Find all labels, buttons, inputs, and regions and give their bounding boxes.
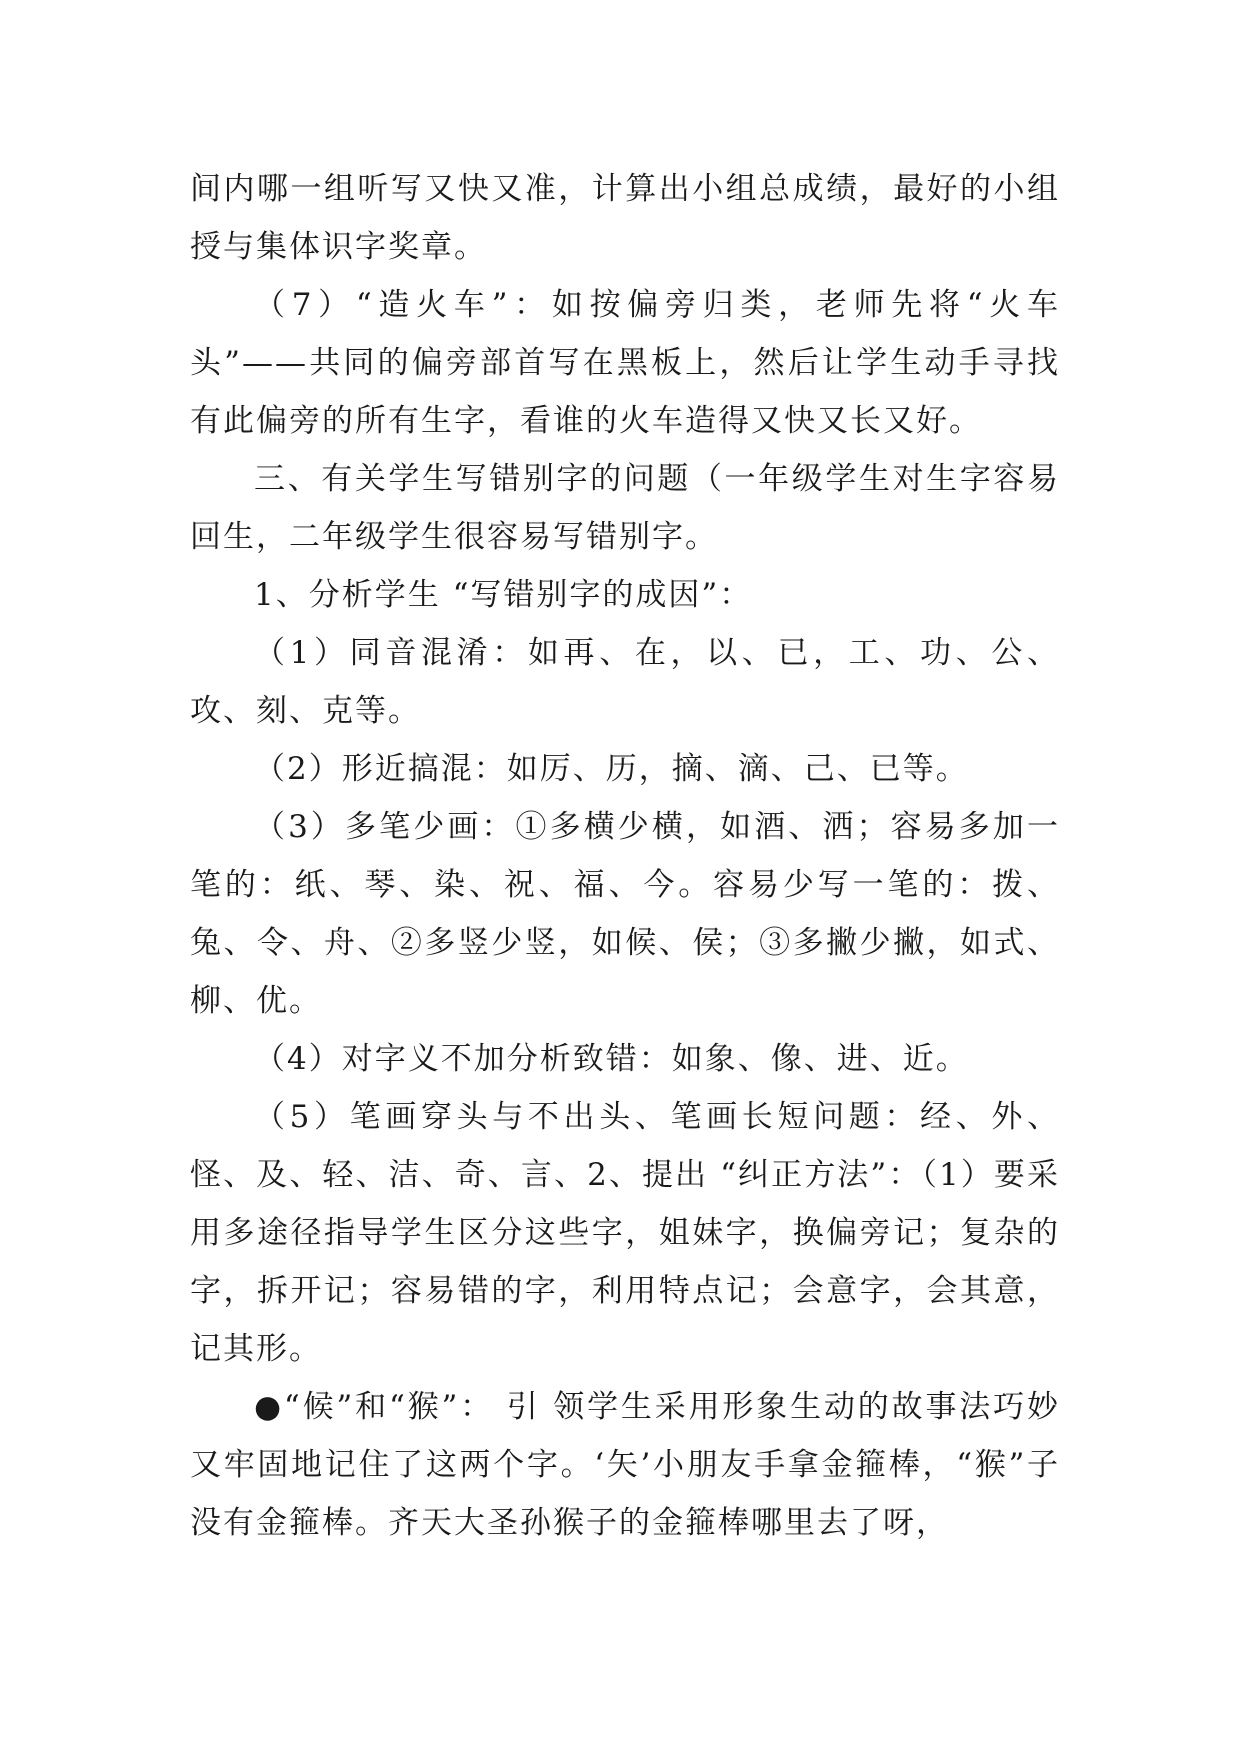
paragraph-stroke-problems-and-methods: （5）笔画穿头与不出头、笔画长短问题：经、外、怪、及、轻、洁、奇、言、2、提出 “纠正方法”：（1）要采用多途径指导学生区分这些字，姐妹字，换偏旁记；复杂的字，拆开记；容易错的字，利用特点记；会意字，会其意，记其形。	[190, 1099, 1060, 1367]
paragraph-continuation: 间内哪一组听写又快又准，计算出小组总成绩，最好的小组授与集体识字奖章。	[190, 171, 1060, 265]
paragraph-monkey-story: ●“候”和“猴”： 引 领学生采用形象生动的故事法巧妙又牢固地记住了这两个字。‘矢’小朋友手拿金箍棒，“猴”子没有金箍棒。齐天大圣孙猴子的金箍棒哪里去了呀，	[190, 1389, 1060, 1541]
paragraph-homophone-confusion: （1）同音混淆：如再、在，以、已，工、功、公、攻、刻、克等。	[190, 635, 1060, 729]
section-heading-wrong-characters: 三、有关学生写错别字的问题（一年级学生对生字容易回生，二年级学生很容易写错别字。	[190, 461, 1060, 555]
subheading-analyze-causes: 1、分析学生 “写错别字的成因”：	[254, 577, 753, 613]
paragraph-extra-missing-strokes: （3）多笔少画：①多横少横，如酒、洒；容易多加一笔的：纸、琴、染、祝、福、今。容易少写一笔的：拨、兔、令、舟、②多竖少竖，如候、侯；③多撇少撇，如式、柳、优。	[190, 809, 1060, 1019]
document-body	[190, 160, 1060, 1552]
paragraph-meaning-errors: （4）对字义不加分析致错：如象、像、进、近。	[254, 1041, 969, 1077]
paragraph-build-train: （7）“造火车”：如按偏旁归类，老师先将“火车头”——共同的偏旁部首写在黑板上，然后让学生动手寻找有此偏旁的所有生字，看谁的火车造得又快又长又好。	[190, 287, 1060, 439]
paragraph-similar-shape-confusion: （2）形近搞混：如厉、历，摘、滴、己、已等。	[254, 751, 969, 787]
